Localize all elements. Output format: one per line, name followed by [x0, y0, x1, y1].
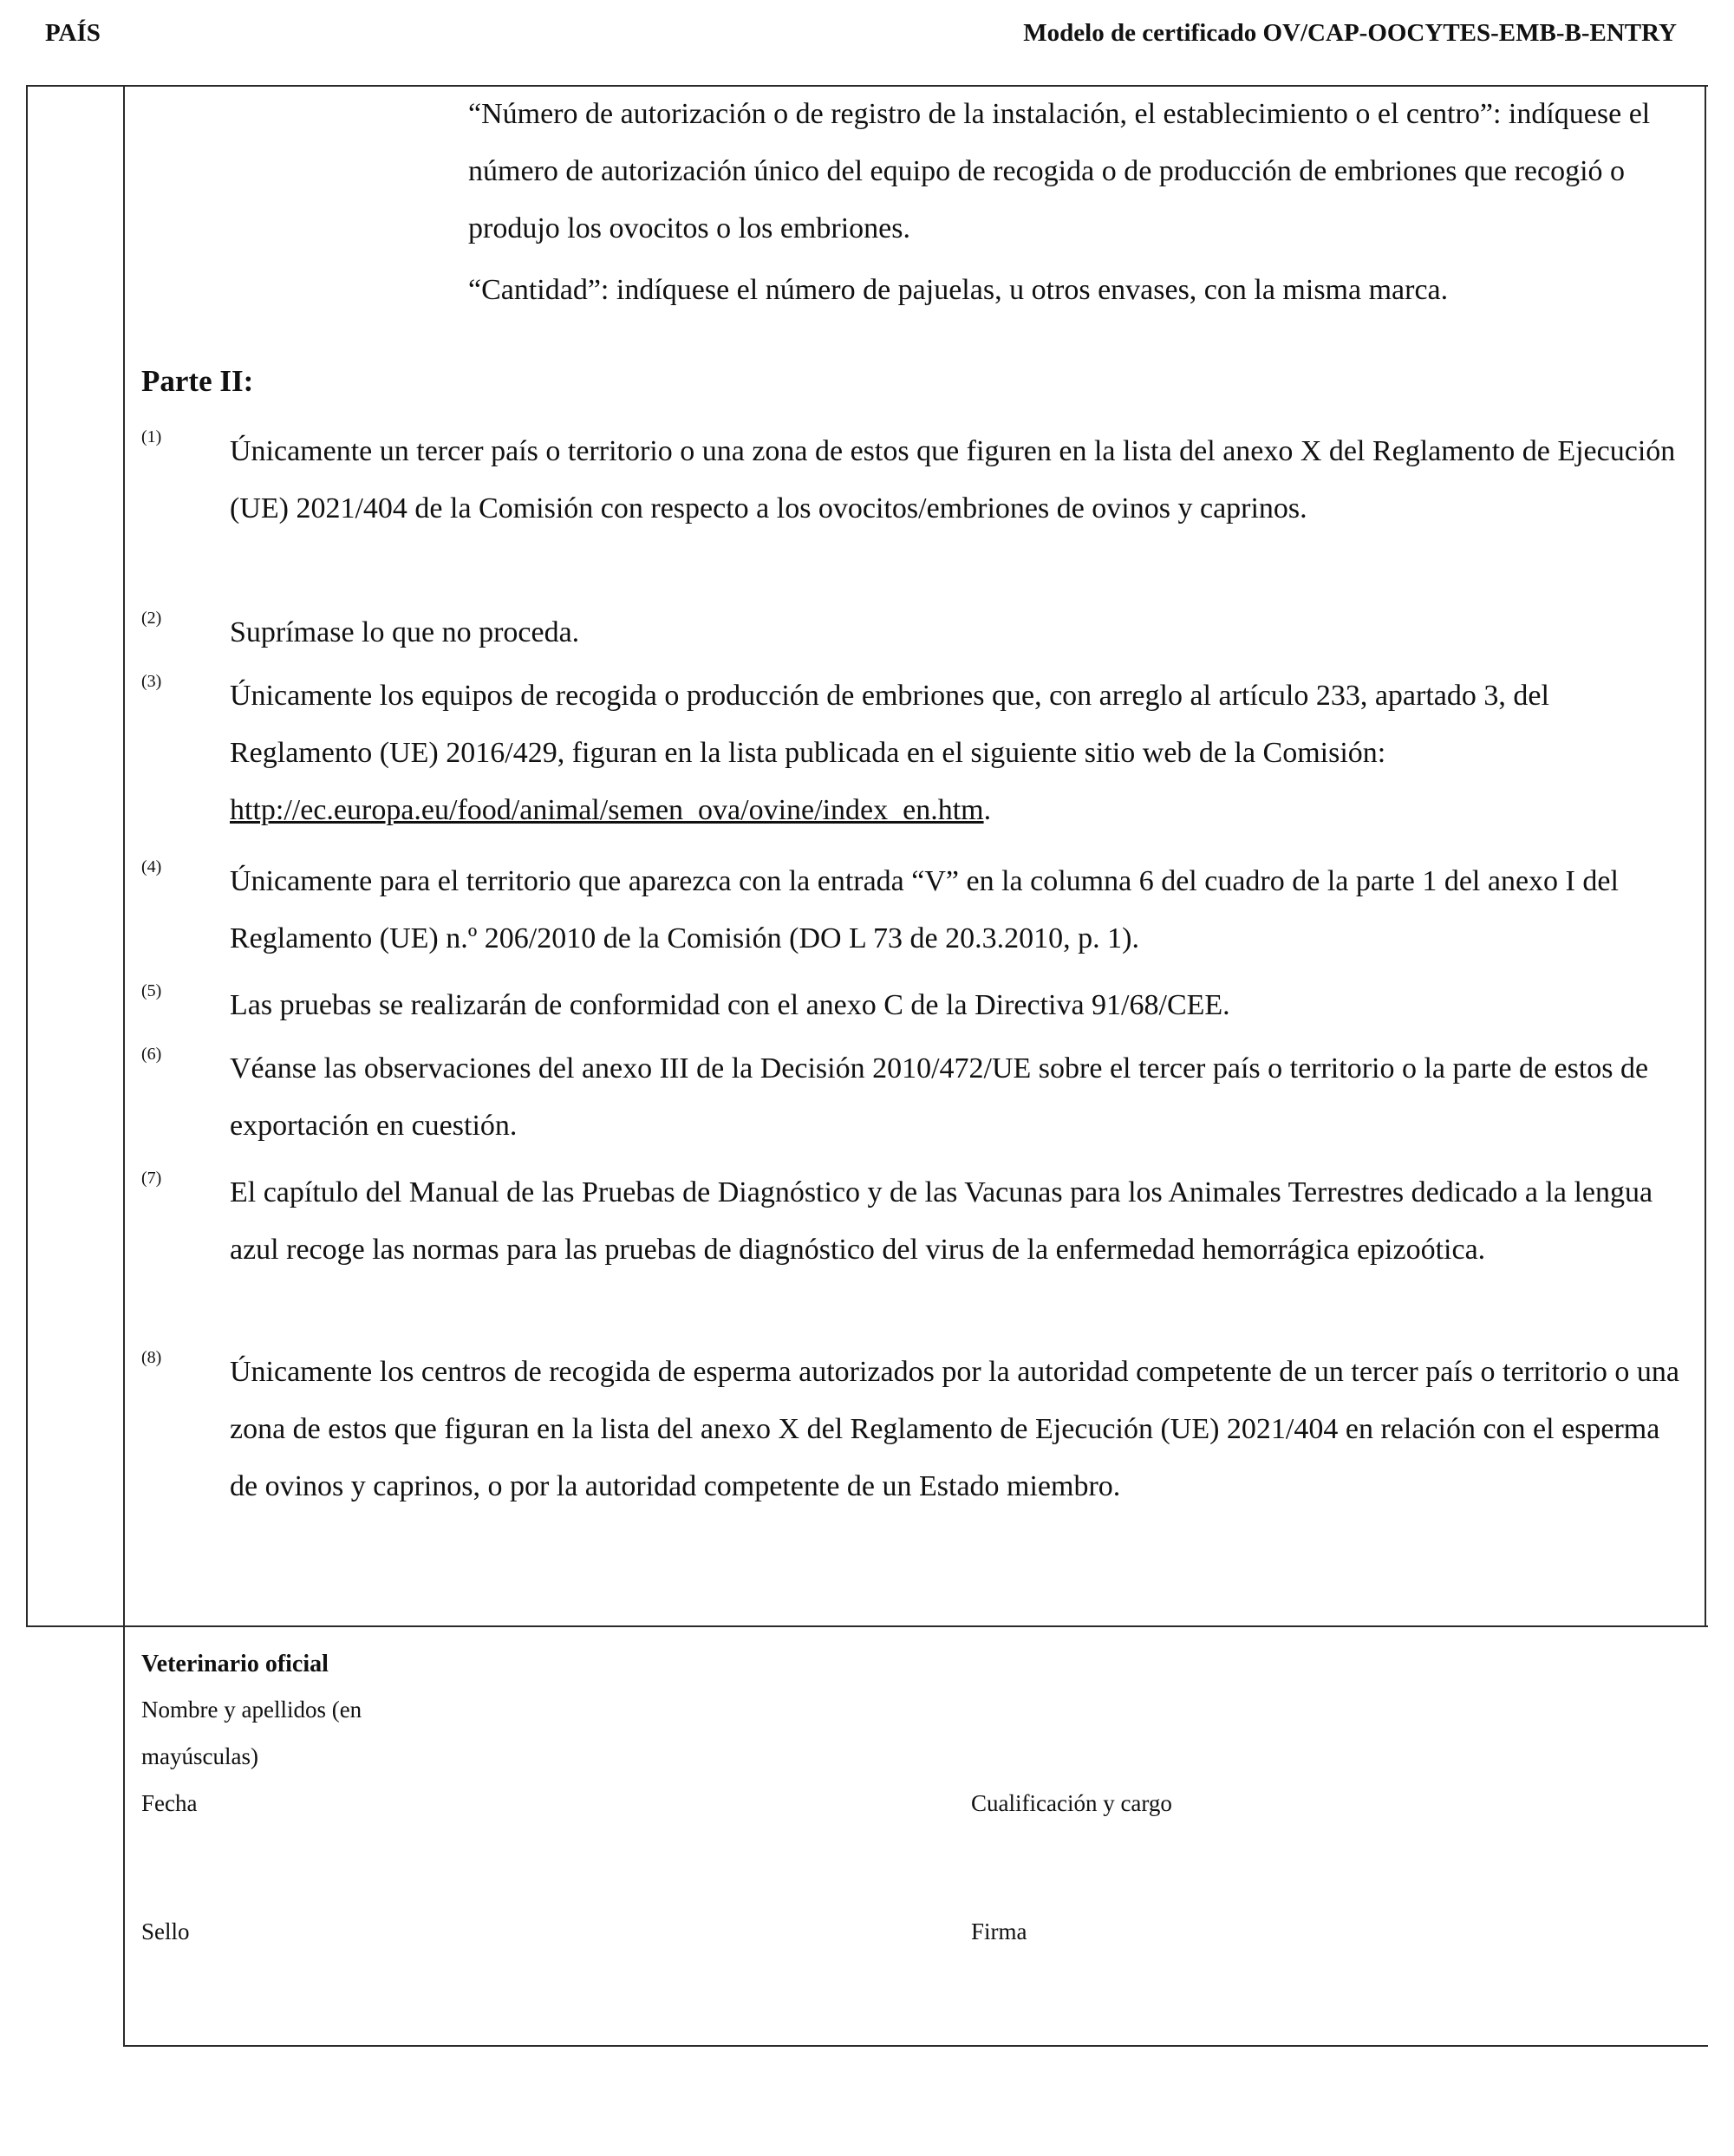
commission-website-link[interactable]: http://ec.europa.eu/food/animal/semen_ova/ovine/index_en.htm [230, 794, 984, 826]
footnote-number: (3) [141, 672, 162, 691]
footnote-text: Únicamente los equipos de recogida o producción de embriones que, con arreglo al artículo 233, apartado 3, del Reglamento (UE) 2016/429, figuran en la lista publicada en el siguiente sitio web de la Comisión: [230, 680, 1549, 769]
top-note: “Cantidad”: indíquese el número de pajuelas, u otros envases, con la misma marca. [468, 274, 1449, 306]
footnote-8 [141, 1344, 1693, 1515]
footnote-text: Las pruebas se realizarán de conformidad con el anexo C de la Directiva 91/68/CEE. [230, 989, 1230, 1021]
footnote-text: Únicamente los centros de recogida de esperma autorizados por la autoridad competente de un tercer país o territorio o una zona de estos que figuran en la lista del anexo X del Reglamento de Ejecución (UE) 2021/404 en relación con el esperma de ovinos y caprinos, o por la autoridad competente de un Estado miembro. [230, 1356, 1679, 1502]
footnote-text: El capítulo del Manual de las Pruebas de Diagnóstico y de las Vacunas para los Animales Terrestres dedicado a la lengua azul recoge las normas para las pruebas de diagnóstico del virus de la enfermedad hemorrágica epizoótica. [230, 1176, 1653, 1266]
date-label: Fecha [141, 1790, 198, 1816]
section-divider-line [26, 1625, 1708, 1627]
footnote-number: (8) [141, 1348, 162, 1367]
top-notes [468, 86, 1682, 319]
full-name-label: Nombre y apellidos (en mayúsculas) [141, 1697, 362, 1769]
stamp-label: Sello [141, 1918, 190, 1944]
column-divider-line [123, 85, 125, 2046]
footnote-number: (1) [141, 427, 162, 446]
frame-right-line [1705, 85, 1706, 1626]
part-ii-title: Parte II: [141, 364, 254, 398]
footnote-7 [141, 1164, 1693, 1279]
signature-label: Firma [971, 1918, 1027, 1944]
frame-bottom-line [123, 2045, 1708, 2047]
footnote-number: (5) [141, 981, 162, 1000]
footnote-2 [141, 604, 1693, 661]
footnote-text: Suprímase lo que no proceda. [230, 616, 580, 648]
footnote-number: (2) [141, 609, 162, 628]
footnote-text: Únicamente un tercer país o territorio o una zona de estos que figuren en la lista del anexo X del Reglamento de Ejecución (UE) 2021/404 de la Comisión con respecto a los ovocitos/embriones de ovinos y caprinos. [230, 435, 1676, 524]
certificate-model-label: Modelo de certificado OV/CAP-OOCYTES-EMB-B-ENTRY [1023, 19, 1677, 47]
footnote-3 [141, 668, 1693, 839]
footnote-period: . [983, 794, 992, 826]
footnote-text: Véanse las observaciones del anexo III de la Decisión 2010/472/UE sobre el tercer país o territorio o la parte de estos de exportación en cuestión. [230, 1052, 1649, 1142]
frame-left-line [26, 85, 28, 1626]
footnote-1 [141, 423, 1693, 537]
footnote-5 [141, 977, 1693, 1034]
qualification-label: Cualificación y cargo [971, 1790, 1172, 1816]
footnote-text: Únicamente para el territorio que aparezca con la entrada “V” en la columna 6 del cuadro de la parte 1 del anexo I del Reglamento (UE) n.º 206/2010 de la Comisión (DO L 73 de 20.3.2010, p. 1). [230, 865, 1619, 954]
footnote-number: (7) [141, 1169, 162, 1188]
official-veterinarian-title: Veterinario oficial [141, 1651, 329, 1677]
footnote-number: (4) [141, 857, 162, 876]
top-note: “Número de autorización o de registro de la instalación, el establecimiento o el centro”: indíquese el número de autorización único del equipo de recogida o de producción de embriones que recogió o produjo los ovocitos o los embriones. [468, 98, 1651, 244]
footnote-4 [141, 853, 1693, 967]
footnote-number: (6) [141, 1045, 162, 1064]
country-label: PAÍS [45, 19, 101, 47]
footnote-6 [141, 1040, 1693, 1155]
